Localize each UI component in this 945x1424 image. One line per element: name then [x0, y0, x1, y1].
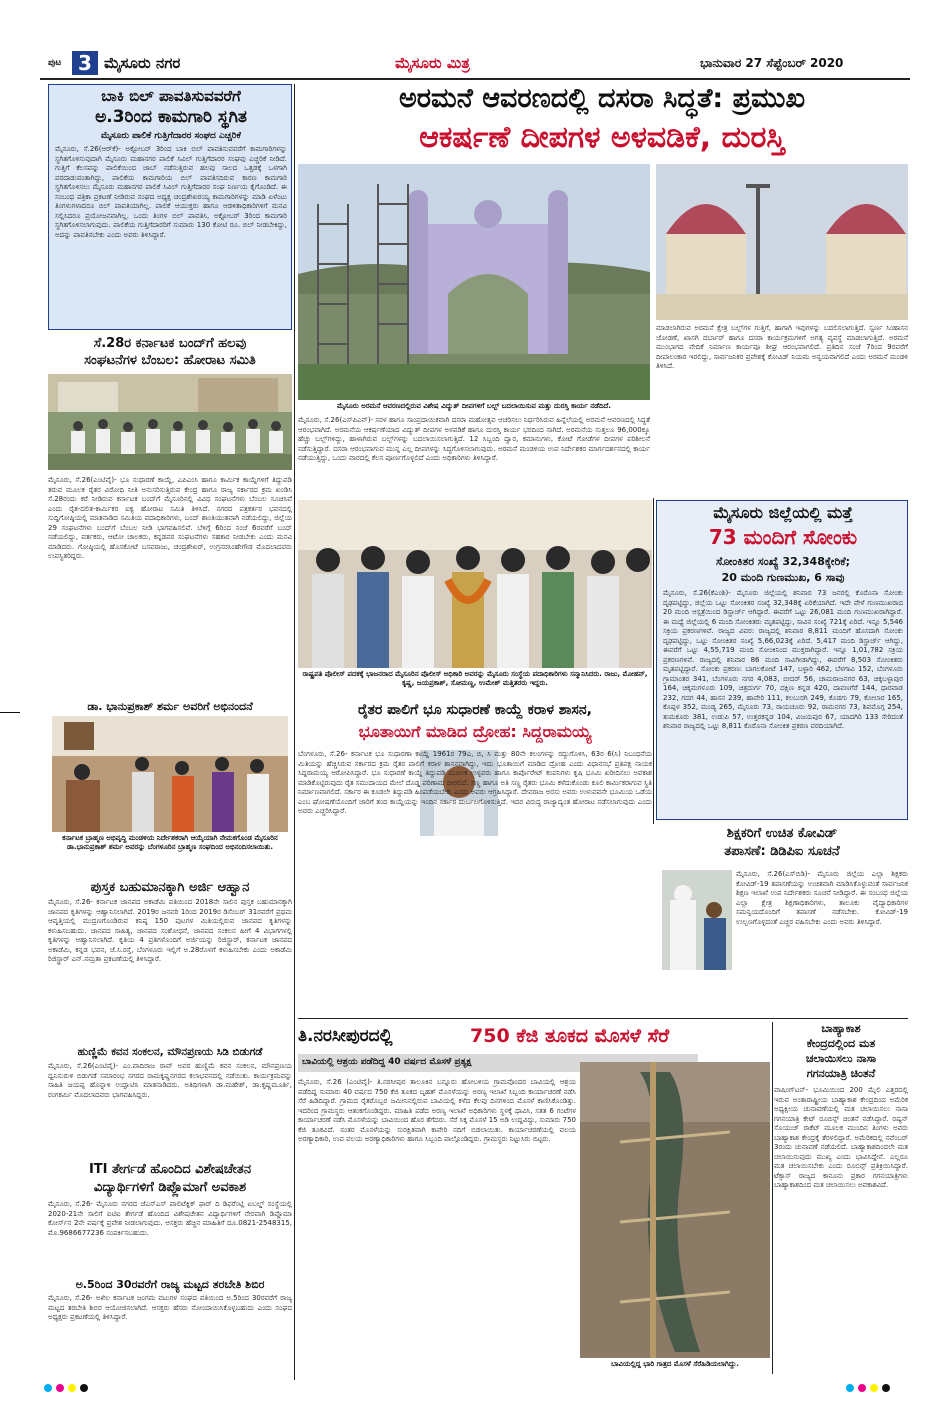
lead-body: ಮೈಸೂರು, ಸೆ.26(ಎಸ್‌ಪಿಎನ್)- ಸರಳ ಹಾಗೂ ಸಾಂಪ್ರದಾಯಿಕವಾಗಿ ದಸರಾ ಮಹೋತ್ಸವ ಆಚರಿಸಲು ನಿರ್ಧರಿಸಿರುವ ಹಿನ್ನೆಲೆಯಲ್ಲಿ ಅರಮನೆ ಆವರಣದಲ್ಲಿ ಸಿದ್ಧತೆ ಆರಂಭವಾಗಿದೆ. ಅರಮನೆಯ ಆಕರ್ಷಣೆಯಾದ ವಿದ್ಯುತ್ ದೀಪಗಳ ಅಳವಡಿಕೆ ಹಾಗೂ ದುರಸ್ತಿ ಕಾರ್ಯ ಭರದಿಂದ ಸಾಗಿದೆ. ಅರಮನೆಯ ಸುತ್ತಲೂ 96,000ಕ್ಕೂ ಹೆಚ್ಚು ಬಲ್ಬ್‌ಗಳಿದ್ದು, ಹಾಳಾಗಿರುವ ಬಲ್ಬ್‌ಗಳನ್ನು ಬದಲಾಯಿಸಲಾಗುತ್ತಿದೆ. 12 ಸಿಬ್ಬಂದಿ ದ್ವಾರ, ಕಮಾನುಗಳು, ಕೋಟೆ ಗೋಡೆಗಳ ದೀಪಗಳ ಪರಿಶೀಲನೆ ನಡೆಸುತ್ತಿದ್ದಾರೆ. ದಸರಾ ಆರಂಭವಾಗುವ ಮುನ್ನ ಎಲ್ಲ ದೀಪಗಳನ್ನು ಸಿದ್ಧಗೊಳಿಸಲಾಗುವುದು. ಅರಮನೆ ಮಂಡಳಿಯ ಉಪ ನಿರ್ದೇಶಕರ ಮಾರ್ಗದರ್ಶನದಲ್ಲಿ ಕಾರ್ಯ ನಡೆಯುತ್ತಿದ್ದು, ಒಂದು ವಾರದಲ್ಲಿ ಕೆಲಸ ಪೂರ್ಣಗೊಳ್ಳಲಿದೆ ಎಂದು ಅಧಿಕಾರಿಗಳು ತಿಳಿಸಿದ್ದಾರೆ.	[298, 416, 650, 462]
col-divider-space	[772, 1022, 773, 1374]
col-divider-left	[294, 84, 295, 1380]
space-headline-1: ಬಾಹ್ಯಾಕಾಶ	[821, 1022, 861, 1035]
space-headline-3: ಚಲಾಯಿಸಲು ನಾಸಾ	[805, 1052, 877, 1065]
lead-side-body: ಮಾಡಲಾಗಿರುವ ಅರಮನೆ ಕ್ಷೇತ್ರ ಬಲ್ಬ್‌ಗಳ ಗುತ್ತಿಗೆ, ಹಾಗಾಗಿ ಇವುಗಳನ್ನು ಬದಲಿಸಲಾಗುತ್ತಿದೆ. ಸ್ವರ್ಣ ಸಿಂಹಾಸನ ಜೋಡಣೆ, ಖಾಸಗಿ ದರ್ಬಾರ್ ಹಾಗೂ ದಸರಾ ಕಾರ್ಯಕ್ರಮಗಳಿಗೆ ಅಗತ್ಯ ವ್ಯವಸ್ಥೆ ಮಾಡಲಾಗುತ್ತಿದೆ. ಅರಮನೆ ಮುಂಭಾಗದ ವೇದಿಕೆ ನಿರ್ಮಾಣ ಕಾರ್ಯವೂ ಶೀಘ್ರ ಆರಂಭವಾಗಲಿದೆ. ಪ್ರತಿದಿನ ಸಂಜೆ 7ರಿಂದ 9ರವರೆಗೆ ದೀಪಾಲಂಕಾರ ಇರಲಿದ್ದು, ಸಾರ್ವಜನಿಕರ ಪ್ರವೇಶಕ್ಕೆ ಕೋವಿಡ್ ನಿಯಮ ಅನ್ವಯವಾಗಲಿದೆ ಎಂದು ಅರಮನೆ ಮಂಡಳಿ ತಿಳಿಸಿದೆ.	[656, 324, 908, 370]
bill-story-box	[48, 84, 292, 330]
iti-headline-2: ವಿದ್ಯಾರ್ಥಿಗಳಿಗೆ ಡಿಪ್ಲೊಮಾಗೆ ಅವಕಾಶ	[93, 1180, 247, 1195]
siddaramaiah-body: ಬೆಂಗಳೂರು, ಸೆ.26- ಕರ್ನಾಟಕ ಭೂ ಸುಧಾರಣಾ ಕಾಯ್ದೆ 1961ರ 79ಎ, ಬಿ, ಸಿ ಮತ್ತು 80ನೇ ಕಲಂಗಳನ್ನು ರದ್ದುಗೊಳಿಸಿ, 63ರ 6(ಸಿ) ನಿಬಂಧನೆಯ ಮಿತಿಯನ್ನು ಹೆಚ್ಚಿಸಿರುವ ಸರ್ಕಾರದ ಕ್ರಮ ರೈತರ ಪಾಲಿಗೆ ಕರಾಳ ಶಾಸನವಾಗಿದ್ದು, ಇದು ಭೂತಾಯಿಗೆ ಮಾಡಿದ ದ್ರೋಹ ಎಂದು ವಿಧಾನಸಭೆ ಪ್ರತಿಪಕ್ಷ ನಾಯಕ ಸಿದ್ದರಾಮಯ್ಯ ಆರೋಪಿಸಿದ್ದಾರೆ. ಭೂ ಸುಧಾರಣೆ ಕಾಯ್ದೆ ತಿದ್ದುಪಡಿ ಮೂಲಕ ಉಳ್ಳವರು ಹಾಗೂ ಕಾರ್ಪೊರೇಟ್ ಕಂಪನಿಗಳು ಕೃಷಿ ಭೂಮಿ ಖರೀದಿಸಲು ಅವಕಾಶ ಮಾಡಿಕೊಟ್ಟಿರುವುದು ರೈತ ಸಮುದಾಯದ ಮೇಲೆ ದೊಡ್ಡ ಪರಿಣಾಮ ಬೀರಲಿದೆ. ಸಣ್ಣ ಹಾಗೂ ಅತಿ ಸಣ್ಣ ರೈತರು ಭೂಮಿ ಕಳೆದುಕೊಂಡು ಕೂಲಿ ಕಾರ್ಮಿಕರಾಗುವ ಸ್ಥಿತಿ ನಿರ್ಮಾಣವಾಗಲಿದೆ. ಸರ್ಕಾರ ಈ ಕೂಡಲೇ ತಿದ್ದುಪಡಿ ಹಿಂಪಡೆಯಬೇಕು ಎಂದು ಅವರು ಆಗ್ರಹಿಸಿದ್ದಾರೆ. ದೇವರಾಜ ಅರಸು ಅವರು ಉಳುವವನೇ ಭೂಮಿಯ ಒಡೆಯ ಎಂಬ ಘೋಷಣೆಯೊಂದಿಗೆ ಜಾರಿಗೆ ತಂದ ಕಾಯ್ದೆಯನ್ನು ಇಂದಿನ ಸರ್ಕಾರ ದುರ್ಬಲಗೊಳಿಸುತ್ತಿದೆ. ಇದರ ವಿರುದ್ಧ ರಾಜ್ಯಾದ್ಯಂತ ಹೋರಾಟ ನಡೆಸಲಾಗುವುದು ಎಂದು ಅವರು ಎಚ್ಚರಿಸಿದ್ದಾರೆ.	[298, 750, 652, 815]
lead-palace-photo	[298, 164, 650, 400]
poetry-story	[48, 1046, 292, 1156]
teachers-photo	[662, 870, 732, 970]
bandh-headline-1: ಸೆ.28ರ ಕರ್ನಾಟಕ ಬಂದ್‌ಗೆ ಹಲವು	[93, 336, 247, 351]
col-divider-mid	[653, 498, 654, 824]
award-body: ಮೈಸೂರು, ಸೆ.26- ಕರ್ನಾಟಕ ಜಾನಪದ ಅಕಾಡೆಮಿ ವತಿಯಿಂದ 2018ನೇ ಸಾಲಿನ ಪುಸ್ತಕ ಬಹುಮಾನಕ್ಕಾಗಿ ಜಾನಪದ ಕೃತಿಗಳನ್ನು ಆಹ್ವಾನಿಸಲಾಗಿದೆ. 2019ರ ಜನವರಿ 1ರಿಂದ 2019ರ ಡಿಸೆಂಬರ್ 31ರವರೆಗೆ ಪ್ರಥಮ ಆವೃತ್ತಿಯಲ್ಲಿ ಮುದ್ರಣಗೊಂಡಿರುವ ಕನಿಷ್ಠ 150 ಪುಟಗಳ ಮಿತಿಯಲ್ಲಿರುವ ಜಾನಪದ ಕೃತಿಗಳನ್ನು ಕಳುಹಿಸಬಹುದು. ಜಾನಪದ ಸಾಹಿತ್ಯ, ಜಾನಪದ ಸಂಶೋಧನೆ, ಜಾನಪದ ಸಂಕಲನ ಹೀಗೆ 4 ವಿಭಾಗಗಳಲ್ಲಿ ಕೃತಿಗಳನ್ನು ಆಹ್ವಾನಿಸಲಾಗಿದೆ. ಕೃತಿಯ 4 ಪ್ರತಿಗಳೊಂದಿಗೆ ಅರ್ಜಿಯನ್ನು ರಿಜಿಸ್ಟ್ರಾರ್, ಕರ್ನಾಟಕ ಜಾನಪದ ಅಕಾಡೆಮಿ, ಕನ್ನಡ ಭವನ, ಜೆ.ಸಿ.ರಸ್ತೆ, ಬೆಂಗಳೂರು ಇಲ್ಲಿಗೆ ಅ.28ರೊಳಗೆ ಕಳುಹಿಸಬೇಕು ಎಂದು ಅಕಾಡೆಮಿ ರಿಜಿಸ್ಟ್ರಾರ್ ಎನ್.ನಮ್ರತಾ ಪ್ರಕಟಣೆಯಲ್ಲಿ ತಿಳಿಸಿದ್ದಾರೆ.	[48, 898, 292, 963]
bill-headline-2: ಅ.3ರಿಂದ ಕಾಮಗಾರಿ ಸ್ಥಗಿತ	[95, 107, 247, 127]
felicitation-headline: ಡಾ. ಭಾನುಪ್ರಕಾಶ್ ಶರ್ಮ ಅವರಿಗೆ ಅಭಿನಂದನೆ	[87, 700, 253, 713]
paper-name: ಮೈಸೂರು ಮಿತ್ರ	[395, 54, 470, 72]
covid-body: ಮೈಸೂರು, ಸೆ.26(ಕೆಎಂಶಿ)- ಮೈಸೂರು ಜಿಲ್ಲೆಯಲ್ಲಿ ಶನಿವಾರ 73 ಜನರಲ್ಲಿ ಕೊರೊನಾ ಸೋಂಕು ದೃಢಪಟ್ಟಿದ್ದು, ಜಿಲ್ಲೆಯ ಒಟ್ಟು ಸೋಂಕಿತರ ಸಂಖ್ಯೆ 32,348ಕ್ಕೆ ಏರಿಕೆಯಾಗಿದೆ. ಇದೇ ವೇಳೆ ಗುಣಮುಖರಾದ 20 ಮಂದಿ ಆಸ್ಪತ್ರೆಯಿಂದ ಡಿಸ್ಚಾರ್ಜ್ ಆಗಿದ್ದಾರೆ. ಈವರೆಗೆ ಒಟ್ಟು 26,081 ಮಂದಿ ಗುಣಮುಖರಾಗಿದ್ದಾರೆ. ಈ ಮಧ್ಯೆ ಜಿಲ್ಲೆಯಲ್ಲಿ 6 ಮಂದಿ ಸೋಂಕಿತರು ಮೃತಪಟ್ಟಿದ್ದು, ಸಾವಿನ ಸಂಖ್ಯೆ 721ಕ್ಕೆ ಏರಿದೆ. ಇನ್ನೂ 5,546 ಸಕ್ರಿಯ ಪ್ರಕರಣಗಳಿವೆ. ರಾಜ್ಯದ ವಿವರ: ರಾಜ್ಯದಲ್ಲಿ ಶನಿವಾರ 8,811 ಮಂದಿಗೆ ಹೊಸದಾಗಿ ಸೋಂಕು ದೃಢಪಟ್ಟಿದ್ದು, ಒಟ್ಟು ಸೋಂಕಿತರ ಸಂಖ್ಯೆ 5,66,023ಕ್ಕೆ ಏರಿದೆ. 5,417 ಮಂದಿ ಡಿಸ್ಚಾರ್ಜ್ ಆಗಿದ್ದು, ಈವರೆಗೆ ಒಟ್ಟು 4,55,719 ಮಂದಿ ಸೋಂಕಿನಿಂದ ಮುಕ್ತರಾಗಿದ್ದಾರೆ. ಇನ್ನೂ 1,01,782 ಸಕ್ರಿಯ ಪ್ರಕರಣಗಳಿವೆ. ರಾಜ್ಯದಲ್ಲಿ ಶನಿವಾರ 86 ಮಂದಿ ಸಾವಿಗೀಡಾಗಿದ್ದು, ಈವರೆಗೆ 8,503 ಸೋಂಕಿತರು ಮೃತಪಟ್ಟಿದ್ದಾರೆ. ಸೋಂಕು ಪ್ರಕರಣ: ಬಾಗಲಕೋಟೆ 147, ಬಳ್ಳಾರಿ 462, ಬೆಳಗಾವಿ 152, ಬೆಂಗಳೂರು ಗ್ರಾಮಾಂತರ 341, ಬೆಂಗಳೂರು ನಗರ 4,083, ಬೀದರ್ 56, ಚಾಮರಾಜನಗರ 63, ಚಿಕ್ಕಬಳ್ಳಾಪುರ 164, ಚಿಕ್ಕಮಗಳೂರು 109, ಚಿತ್ರದುರ್ಗ 70, ದಕ್ಷಿಣ ಕನ್ನಡ 420, ದಾವಣಗೆರೆ 144, ಧಾರವಾಡ 232, ಗದಗ 44, ಹಾಸನ 239, ಹಾವೇರಿ 111, ಕಲಬುರಗಿ 249, ಕೊಡಗು 79, ಕೋಲಾರ 165, ಕೊಪ್ಪಳ 352, ಮಂಡ್ಯ 265, ಮೈಸೂರು 73, ರಾಯಚೂರು 92, ರಾಮನಗರ 73, ಶಿವಮೊಗ್ಗ 254, ತುಮಕೂರು 381, ಉಡುಪಿ 57, ಉತ್ತರಕನ್ನಡ 104, ವಿಜಯಪುರ 67, ಯಾದಗಿರಿ 133 ಸೇರಿದಂತೆ ಶನಿವಾರ ರಾಜ್ಯದಲ್ಲಿ ಒಟ್ಟು 8,811 ಕೊರೊನಾ ಸೋಂಕಿತ ಪ್ರಕರಣ ವರದಿಯಾಗಿದೆ.	[663, 589, 903, 730]
registration-mark-magenta-2	[858, 1384, 866, 1392]
croc-headline-prefix: ತಿ.ನರಸೀಪುರದಲ್ಲಿ	[298, 1026, 393, 1046]
space-body: ವಾಷಿಂಗ್‌ಟನ್- ಭೂಮಿಯಿಂದ 200 ಮೈಲಿ ಎತ್ತರದಲ್ಲಿ ಇರುವ ಅಂತಾರಾಷ್ಟ್ರೀಯ ಬಾಹ್ಯಾಕಾಶ ಕೇಂದ್ರದಿಂದ ಅಮೆರಿಕ ಅಧ್ಯಕ್ಷೀಯ ಚುನಾವಣೆಯಲ್ಲಿ ಮತ ಚಲಾಯಿಸಲು ನಾಸಾ ಗಗನಯಾತ್ರಿ ಕೇಟ್ ರೂಬಿನ್ಸ್ ಚಿಂತನೆ ನಡೆಸಿದ್ದಾರೆ. ರಷ್ಯನ್ ಸೊಯುಜ್ ರಾಕೆಟ್ ಮೂಲಕ ಮುಂದಿನ ತಿಂಗಳು ಅವರು ಬಾಹ್ಯಾಕಾಶ ಕೇಂದ್ರಕ್ಕೆ ತೆರಳಲಿದ್ದಾರೆ. ಅಮೆರಿಕದಲ್ಲಿ ನವೆಂಬರ್ 3ರಂದು ಚುನಾವಣೆ ನಡೆಯಲಿದೆ. ಬಾಹ್ಯಾಕಾಶದಿಂದಲೇ ಮತ ಚಲಾಯಿಸುವುದು ಮುಖ್ಯ ಎಂದು ಭಾವಿಸಿದ್ದೇನೆ. ಎಲ್ಲರೂ ಮತ ಚಲಾಯಿಸಬೇಕು ಎಂದು ರೂಬಿನ್ಸ್ ಪ್ರತಿಕ್ರಿಯಿಸಿದ್ದಾರೆ. ಟೆಕ್ಸಾಸ್ ರಾಜ್ಯದ ಕಾನೂನು ಪ್ರಕಾರ ಗಗನಯಾತ್ರಿಗಳು ಬಾಹ್ಯಾಕಾಶದಿಂದ ಮತ ಚಲಾಯಿಸಲು ಅವಕಾಶವಿದೆ.	[774, 1086, 908, 1189]
teachers-body: ಮೈಸೂರು, ಸೆ.26(ಎಸ್‌ಬಿಡಿ)- ಮೈಸೂರು ಜಿಲ್ಲೆಯ ಎಲ್ಲಾ ಶಿಕ್ಷಕರು ಕೋವಿಡ್-19 ತಪಾಸಣೆಯನ್ನು ಉಚಿತವಾಗಿ ಮಾಡಿಸಿಕೊಳ್ಳುವಂತೆ ಸಾರ್ವಜನಿಕ ಶಿಕ್ಷಣ ಇಲಾಖೆ ಉಪ ನಿರ್ದೇಶಕರು ಸೂಚನೆ ನೀಡಿದ್ದಾರೆ. ಈ ಸಂಬಂಧ ಜಿಲ್ಲೆಯ ಎಲ್ಲಾ ಕ್ಷೇತ್ರ ಶಿಕ್ಷಣಾಧಿಕಾರಿಗಳು, ತಾಲೂಕು ವೈದ್ಯಾಧಿಕಾರಿಗಳ ಸಮನ್ವಯದೊಂದಿಗೆ ತಪಾಸಣೆ ನಡೆಸಬೇಕು. ಕೋವಿಡ್-19 ಉಲ್ಬಣಗೊಳ್ಳದಂತೆ ಎಚ್ಚರ ವಹಿಸಬೇಕು ಎಂದು ಅವರು ತಿಳಿಸಿದ್ದಾರೆ.	[736, 870, 908, 926]
award-headline: ಪುಸ್ತಕ ಬಹುಮಾನಕ್ಕಾಗಿ ಅರ್ಜಿ ಆಹ್ವಾನ	[90, 880, 250, 895]
registration-mark-black	[80, 1384, 88, 1392]
page-date: ಭಾನುವಾರ 27 ಸೆಪ್ಟೆಂಬರ್ 2020	[700, 56, 844, 70]
space-headline-2: ಕೇಂದ್ರದಲ್ಲಿಂದ ಮತ	[806, 1037, 876, 1050]
iti-body: ಮೈಸೂರು, ಸೆ.26- ಮೈಸೂರು ನಗರದ ಜೆಎಸ್‌ಎಸ್ ಪಾಲಿಟೆಕ್ನಿಕ್ ಫಾರ್ ದಿ ಡಿಫರೆಂಟ್ಲಿ ಏಬಲ್ಡ್ ಸಂಸ್ಥೆಯಲ್ಲಿ 2020-21ನೇ ಸಾಲಿಗೆ ಐಟಿಐ ತೇರ್ಗಡೆ ಹೊಂದಿದ ವಿಶೇಷಚೇತನ ವಿದ್ಯಾರ್ಥಿಗಳಿಗೆ ನೇರವಾಗಿ ಡಿಪ್ಲೊಮಾ ಕೋರ್ಸ್‌ನ 2ನೇ ವರ್ಷಕ್ಕೆ ಪ್ರವೇಶ ನೀಡಲಾಗುವುದು. ಆಸಕ್ತರು ಹೆಚ್ಚಿನ ಮಾಹಿತಿಗೆ ದೂ.0821-2548315, ಮೊ.9686677236 ಸಂಪರ್ಕಿಸಬಹುದು.	[48, 1200, 292, 1237]
covid-headline-1: ಮೈಸೂರು ಜಿಲ್ಲೆಯಲ್ಲಿ ಮತ್ತೆ	[713, 503, 853, 522]
lead-photo-caption: ಮೈಸೂರು ಅರಮನೆ ಆವರಣದಲ್ಲಿರುವ ವಿಶೇಷ ವಿದ್ಯುತ್ ದೀಪಗಳಿಗೆ ಬಲ್ಬ್ ಬದಲಾಯಿಸುವ ಮತ್ತು ದುರಸ್ತಿ ಕಾರ್ಯ ನಡೆದಿದೆ.	[337, 402, 611, 410]
teachers-headline-1: ಶಿಕ್ಷಕರಿಗೆ ಉಚಿತ ಕೋವಿಡ್	[726, 826, 838, 841]
registration-mark-cyan-2	[846, 1384, 854, 1392]
croc-body: ಮೈಸೂರು, ಸೆ.26 (ಎಂಟಿವೈ)- ತಿ.ನರಸೀಪುರ ತಾಲೂಕಿನ ಬನ್ನೂರು ಹೋಬಳಿಯ ಗ್ರಾಮವೊಂದರ ಬಾವಿಯಲ್ಲಿ ಆಶ್ರಯ ಪಡೆದಿದ್ದ ಸುಮಾರು 40 ವರ್ಷದ 750 ಕೆಜಿ ತೂಕದ ಬೃಹತ್ ಮೊಸಳೆಯನ್ನು ಅರಣ್ಯ ಇಲಾಖೆ ಸಿಬ್ಬಂದಿ ಕಾರ್ಯಾಚರಣೆ ನಡೆಸಿ ಸೆರೆ ಹಿಡಿದಿದ್ದಾರೆ. ಗ್ರಾಮದ ರೈತರೊಬ್ಬರ ಜಮೀನಿನಲ್ಲಿರುವ ಬಾವಿಯಲ್ಲಿ ಕಳೆದ ಕೆಲವು ದಿನಗಳಿಂದ ಮೊಸಳೆ ಕಾಣಿಸಿಕೊಂಡಿತ್ತು. ಇದರಿಂದ ಗ್ರಾಮಸ್ಥರು ಆತಂಕಗೊಂಡಿದ್ದರು. ಮಾಹಿತಿ ಪಡೆದ ಅರಣ್ಯ ಇಲಾಖೆ ಅಧಿಕಾರಿಗಳು ಸ್ಥಳಕ್ಕೆ ಧಾವಿಸಿ, ಸತತ 6 ಗಂಟೆಗಳ ಕಾರ್ಯಾಚರಣೆ ನಡೆಸಿ ಮೊಸಳೆಯನ್ನು ಬಾವಿಯಿಂದ ಹೊರ ತೆಗೆದರು. ಸೆರೆ ಸಿಕ್ಕ ಮೊಸಳೆ 15 ಅಡಿ ಉದ್ದವಿದ್ದು, ಸುಮಾರು 750 ಕೆಜಿ ತೂಕವಿದೆ. ನಂತರ ಮೊಸಳೆಯನ್ನು ಸುರಕ್ಷಿತವಾಗಿ ಕಾವೇರಿ ನದಿಗೆ ಬಿಡಲಾಯಿತು. ಕಾರ್ಯಾಚರಣೆಯಲ್ಲಿ ವಲಯ ಅರಣ್ಯಾಧಿಕಾರಿ, ಉಪ ವಲಯ ಅರಣ್ಯಾಧಿಕಾರಿಗಳು ಹಾಗೂ ಸಿಬ್ಬಂದಿ ಪಾಲ್ಗೊಂಡಿದ್ದರು. ಗ್ರಾಮಸ್ಥರು ನಿಟ್ಟುಸಿರು ಬಿಟ್ಟರು.	[298, 1078, 576, 1143]
divider-above-croc	[298, 1018, 908, 1019]
felicitation-photo-svg	[52, 716, 288, 832]
covid-sub-2: 20 ಮಂದಿ ಗುಣಮುಖ, 6 ಸಾವು	[721, 571, 845, 584]
felicitation-caption: ಕರ್ನಾಟಕ ಬ್ರಾಹ್ಮಣ ಅಭಿವೃದ್ಧಿ ಮಂಡಳಿಯ ನಿರ್ದೇಶಕರಾಗಿ ಆಯ್ಕೆಯಾಗಿ ನೇಮಕಗೊಂಡ ಮೈಸೂರಿನ ಡಾ.ಭಾನುಪ್ರಕಾಶ್ ಶರ್ಮ ಅವರನ್ನು ಬೆಂಗಳೂರಿನ ಬ್ರಾಹ್ಮಣ ಸಂಘದಿಂದ ಅಭಿನಂದಿಸಲಾಯಿತು.	[62, 834, 278, 851]
poetry-headline: ಹುಣ್ಣಿಮೆ ಕವನ ಸಂಕಲನ, ಮೌನಪ್ರಣಯ ಸಿಡಿ ಬಿಡುಗಡೆ	[77, 1046, 263, 1058]
croc-photo	[580, 1062, 770, 1358]
group-photo-svg	[298, 500, 652, 668]
margin-tick	[0, 712, 20, 713]
croc-photo-caption: ಬಾವಿಯಲ್ಲಿದ್ದ ಭಾರಿ ಗಾತ್ರದ ಮೊಸಳೆ ಸೆರೆಹಿಡಿಯಲಾಗಿದ್ದು.	[611, 1360, 739, 1368]
felicitation-story	[48, 700, 292, 876]
siddaramaiah-headline-1: ರೈತರ ಪಾಲಿಗೆ ಭೂ ಸುಧಾರಣೆ ಕಾಯ್ದೆ ಕರಾಳ ಶಾಸನ,	[358, 702, 592, 718]
masthead	[40, 50, 910, 78]
iti-headline-1: ITI ತೇರ್ಗಡೆ ಹೊಂದಿದ ವಿಶೇಷಚೇತನ	[88, 1162, 252, 1177]
masthead-rule	[40, 78, 910, 80]
camp-headline: ಅ.5ರಿಂದ 30ರವರೆಗೆ ರಾಜ್ಯ ಮಟ್ಟದ ತರಬೇತಿ ಶಿಬಿರ	[75, 1278, 265, 1291]
siddaramaiah-story	[298, 702, 652, 1014]
iti-story	[48, 1162, 292, 1272]
felicitation-photo	[52, 716, 288, 832]
group-caption: ರಾಷ್ಟ್ರಪತಿ ಪೊಲೀಸ್ ಪದಕಕ್ಕೆ ಭಾಜನರಾದ ಮೈಸೂರಿನ ಪೊಲೀಸ್ ಅಧಿಕಾರಿ ಅವರನ್ನು ಮೈಸೂರು ಸಂಸ್ಥೆಯ ಪದಾಧಿಕಾರಿಗಳು ಸನ್ಮಾನಿಸಿದರು. ರಾಜು, ಮೋಹನ್, ಕೃಷ್ಣ, ಜಯಪ್ರಕಾಶ್, ಸೋಮಣ್ಣ, ಉಮೇಶ್ ಮತ್ತಿತರರು ಇದ್ದರು.	[302, 670, 648, 687]
bill-body: ಮೈಸೂರು, ಸೆ.26(ಆರ್‌ಕೆ)- ಅಕ್ಟೋಬರ್ 3ರಿಂದ ಬಾಕಿ ಬಿಲ್ ಪಾವತಿಸುವವರೆಗೆ ಕಾಮಗಾರಿಗಳನ್ನು ಸ್ಥಗಿತಗೊಳಿಸುವುದಾಗಿ ಮೈಸೂರು ಮಹಾನಗರ ಪಾಲಿಕೆ ಸಿವಿಲ್ ಗುತ್ತಿಗೆದಾರರ ಸಂಘವು ಎಚ್ಚರಿಕೆ ನೀಡಿದೆ. ಗುತ್ತಿಗೆ ಕೆಲಸವನ್ನು ಪಾಲಿಕೆಯಿಂದ ಜಾಬ್ ನಡೆಸುತ್ತಿರುವ ಹಲವು ಸಾಲದ ಒತ್ತಡಕ್ಕೆ ಒಳಗಾಗಿ ಪರದಾಡುವಂತಾಗಿದ್ದು, ಪಾಲಿಕೆಯ ಕಾಮಗಾರಿಯ ಬಿಲ್ ಪಾವತಿಸದಿರುವ ಕಾರಣ ಕಾಮಗಾರಿ ಸ್ಥಗಿತಗೊಳಿಸಲು ಮೈಸೂರು ಮಹಾನಗರ ಪಾಲಿಕೆ ಸಿವಿಲ್ ಗುತ್ತಿಗೆದಾರರ ಸಂಘ ನಿರ್ಣಯ ಕೈಗೊಂಡಿದೆ. ಈ ಸಂಬಂಧ ಪತ್ರಿಕಾ ಪ್ರಕಟಣೆ ನೀಡಿರುವ ಸಂಘದ ಅಧ್ಯಕ್ಷ ಚಂದ್ರಶೇಖರಯ್ಯ ಕಾಮಗಾರಿಗಳನ್ನು ಮಾಡಿ ಏಳೆಂಟು ತಿಂಗಳುಗಳಾದರೂ ಬಿಲ್ ಪಾವತಿಯಾಗಿಲ್ಲ. ಪಾಲಿಕೆ ಆಯುಕ್ತರು ಹಾಗೂ ಆಡಳಿತಾಧಿಕಾರಿಗಳಿಗೆ ಮನವಿ ಸಲ್ಲಿಸಿದರೂ ಪ್ರಯೋಜನವಾಗಿಲ್ಲ. ಒಂದು ತಿಂಗಳ ಬಿಲ್ ಪಾವತಿಸಿ, ಅಕ್ಟೋಬರ್ 3ರಿಂದ ಕಾಮಗಾರಿ ಸ್ಥಗಿತಗೊಳಿಸಲಾಗುವುದು. ಪಾಲಿಕೆಯ ಗುತ್ತಿಗೆದಾರರಿಗೆ ಸುಮಾರು 130 ಕೋಟಿ ರೂ. ಬಿಲ್ ನೀಡಬೇಕಿದ್ದು, ಅದನ್ನು ಪಾವತಿಸಬೇಕು ಎಂದು ಅವರು ತಿಳಿಸಿದ್ದಾರೆ.	[55, 145, 287, 239]
registration-mark-yellow-2	[870, 1384, 878, 1392]
space-headline-4: ಗಗನಯಾತ್ರಿ ಚಿಂತನೆ	[806, 1067, 876, 1080]
section-title: ಮೈಸೂರು ನಗರ	[104, 54, 181, 72]
bandh-body: ಮೈಸೂರು, ಸೆ.26(ಎಂಟಿವೈ)- ಭೂ ಸುಧಾರಣೆ ಕಾಯ್ದೆ, ಎಪಿಎಂಸಿ ಹಾಗೂ ಕಾರ್ಮಿಕ ಕಾಯ್ದೆಗಳಿಗೆ ತಿದ್ದುಪಡಿ ತರುವ ಮೂಲಕ ರೈತರ ವಿರೋಧಿ ನೀತಿ ಅನುಸರಿಸುತ್ತಿರುವ ಕೇಂದ್ರ ಹಾಗೂ ರಾಜ್ಯ ಸರ್ಕಾರದ ಕ್ರಮ ಖಂಡಿಸಿ ಸೆ.28ರಂದು ಕರೆ ನೀಡಿರುವ ಕರ್ನಾಟಕ ಬಂದ್‌ಗೆ ಮೈಸೂರಿನಲ್ಲಿ ವಿವಿಧ ಸಂಘಟನೆಗಳು ಬೆಂಬಲ ಸೂಚಿಸಿವೆ ಎಂದು ರೈತ-ದಲಿತ-ಕಾರ್ಮಿಕರ ಐಕ್ಯ ಹೋರಾಟ ಸಮಿತಿ ತಿಳಿಸಿದೆ. ನಗರದ ಪತ್ರಕರ್ತರ ಭವನದಲ್ಲಿ ಸುದ್ದಿಗೋಷ್ಠಿಯಲ್ಲಿ ಮಾತನಾಡಿದ ಸಮಿತಿಯ ಪದಾಧಿಕಾರಿಗಳು, ಬಂದ್ ಶಾಂತಿಯುತವಾಗಿ ನಡೆಯಲಿದ್ದು, ಜಿಲ್ಲೆಯ 29 ಸಂಘಟನೆಗಳು ಬಂದ್‌ಗೆ ಬೆಂಬಲ ನೀಡಿ ಭಾಗವಹಿಸಲಿವೆ. ಬೆಳಿಗ್ಗೆ 6ರಿಂದ ಸಂಜೆ 6ರವರೆಗೆ ಬಂದ್ ನಡೆಯಲಿದ್ದು, ವರ್ತಕರು, ಆಟೋ ಚಾಲಕರು, ಕನ್ನಡಪರ ಸಂಘಟನೆಗಳು ಸಹಕಾರ ನೀಡಬೇಕು ಎಂದು ಮನವಿ ಮಾಡಿದರು. ಗೋಷ್ಠಿಯಲ್ಲಿ ಹೊಸಕೋಟೆ ಬಸವರಾಜು, ಚಂದ್ರಶೇಖರ್, ಉಗ್ರನರಸಿಂಹೇಗೌಡ ಮೊದಲಾದವರು ಉಪಸ್ಥಿತರಿದ್ದರು.	[48, 476, 292, 560]
poetry-body: ಮೈಸೂರು, ಸೆ.26(ಎಂಟಿವೈ)- ಎಂ.ವಾದಿರಾಜ ರಾವ್ ಅವರ ಹುಣ್ಣಿಮೆ ಕವನ ಸಂಕಲನ, ಮೌನಪ್ರಣಯ ಧ್ವನಿಸುರುಳಿ ಬಿಡುಗಡೆ ಸಮಾರಂಭ ನಗರದ ರಾಮಕೃಷ್ಣನಗರದ ಕಲಾಭವನದಲ್ಲಿ ನಡೆಯಿತು. ಕಾರ್ಯಕ್ರಮವನ್ನು ಸಾಹಿತಿ ಜಯಪ್ಪ ಹೊನ್ನಾಳಿ ಉದ್ಘಾಟಿಸಿ ಮಾತನಾಡಿದರು. ಅತಿಥಿಗಳಾಗಿ ಡಾ.ಮಹೇಶ್, ಡಾ.ಕೃಷ್ಣಮೂರ್ತಿ, ರಂಗಕರ್ಮಿ ಮೊದಲಾದವರು ಭಾಗವಹಿಸಿದ್ದರು.	[48, 1062, 292, 1099]
teachers-headline-2: ತಪಾಸಣೆ: ಡಿಡಿಪಿಐ ಸೂಚನೆ	[724, 844, 840, 859]
page-number: 3	[78, 51, 92, 75]
teachers-story	[656, 826, 908, 1016]
crocodile-photo-svg	[580, 1062, 770, 1358]
bandh-story	[48, 336, 292, 696]
covid-headline-2: 73 ಮಂದಿಗೆ ಸೋಂಕು	[708, 525, 858, 549]
registration-mark-cyan	[44, 1384, 52, 1392]
lead-dome-photo	[656, 164, 908, 320]
registration-mark-magenta	[56, 1384, 64, 1392]
award-story	[48, 880, 292, 1040]
siddaramaiah-headline-2: ಭೂತಾಯಿಗೆ ಮಾಡಿದ ದ್ರೋಹ: ಸಿದ್ದರಾಮಯ್ಯ	[358, 722, 592, 741]
registration-mark-black-2	[882, 1384, 890, 1392]
covid-test-photo-svg	[662, 870, 732, 970]
page-number-badge	[72, 51, 98, 75]
lead-headline-1: ಅರಮನೆ ಆವರಣದಲ್ಲಿ ದಸರಾ ಸಿದ್ಧತೆ: ಪ್ರಮುಖ	[398, 83, 806, 114]
registration-mark-yellow	[68, 1384, 76, 1392]
palace-gate-photo-svg	[298, 164, 650, 400]
protest-photo-svg	[48, 374, 292, 470]
camp-body: ಮೈಸೂರು, ಸೆ.26- ಅಖಿಲ ಕರ್ನಾಟಕ ಜಂಗಮ ವಟುಗಳ ಸಂಘದ ವತಿಯಿಂದ ಅ.5ರಿಂದ 30ರವರೆಗೆ ರಾಜ್ಯ ಮಟ್ಟದ ತರಬೇತಿ ಶಿಬಿರ ಆಯೋಜಿಸಲಾಗಿದೆ. ಆಸಕ್ತರು ಹೆಸರು ನೋಂದಾಯಿಸಿಕೊಳ್ಳಬಹುದು ಎಂದು ಸಂಘದ ಅಧ್ಯಕ್ಷರು ಪ್ರಕಟಣೆಯಲ್ಲಿ ತಿಳಿಸಿದ್ದಾರೆ.	[48, 1294, 292, 1321]
croc-headline-main: 750 ಕೆಜಿ ತೂಕದ ಮೊಸಳೆ ಸೆರೆ	[470, 1025, 670, 1047]
palace-dome-photo-svg	[656, 164, 908, 320]
covid-sub-1: ಸೋಂಕಿತರ ಸಂಖ್ಯೆ 32,348ಕ್ಕೇರಿಕೆ;	[715, 555, 851, 568]
bandh-headline-2: ಸಂಘಟನೆಗಳ ಬೆಂಬಲ: ಹೋರಾಟ ಸಮಿತಿ	[84, 353, 256, 368]
bill-headline-1: ಬಾಕಿ ಬಿಲ್ ಪಾವತಿಸುವವರೆಗೆ	[101, 87, 241, 105]
lead-headline-2: ಆಕರ್ಷಣೆ ದೀಪಗಳ ಅಳವಡಿಕೆ, ದುರಸ್ತಿ	[419, 120, 785, 155]
page-label: ಪುಟ	[48, 58, 62, 68]
camp-story	[48, 1278, 292, 1374]
bill-subhead: ಮೈಸೂರು ಪಾಲಿಕೆ ಗುತ್ತಿಗೆದಾರರ ಸಂಘದ ಎಚ್ಚರಿಕೆ	[101, 131, 241, 141]
covid-story-box	[656, 500, 908, 820]
croc-kicker: ಬಾವಿಯಲ್ಲಿ ಆಶ್ರಯ ಪಡೆದಿದ್ದ 40 ವರ್ಷದ ಮೊಸಳೆ ಪ್ರತ್ಯಕ್ಷ	[302, 1057, 472, 1067]
space-story	[774, 1022, 908, 1374]
group-felicitation-photo	[298, 500, 652, 668]
bandh-photo	[48, 374, 292, 470]
